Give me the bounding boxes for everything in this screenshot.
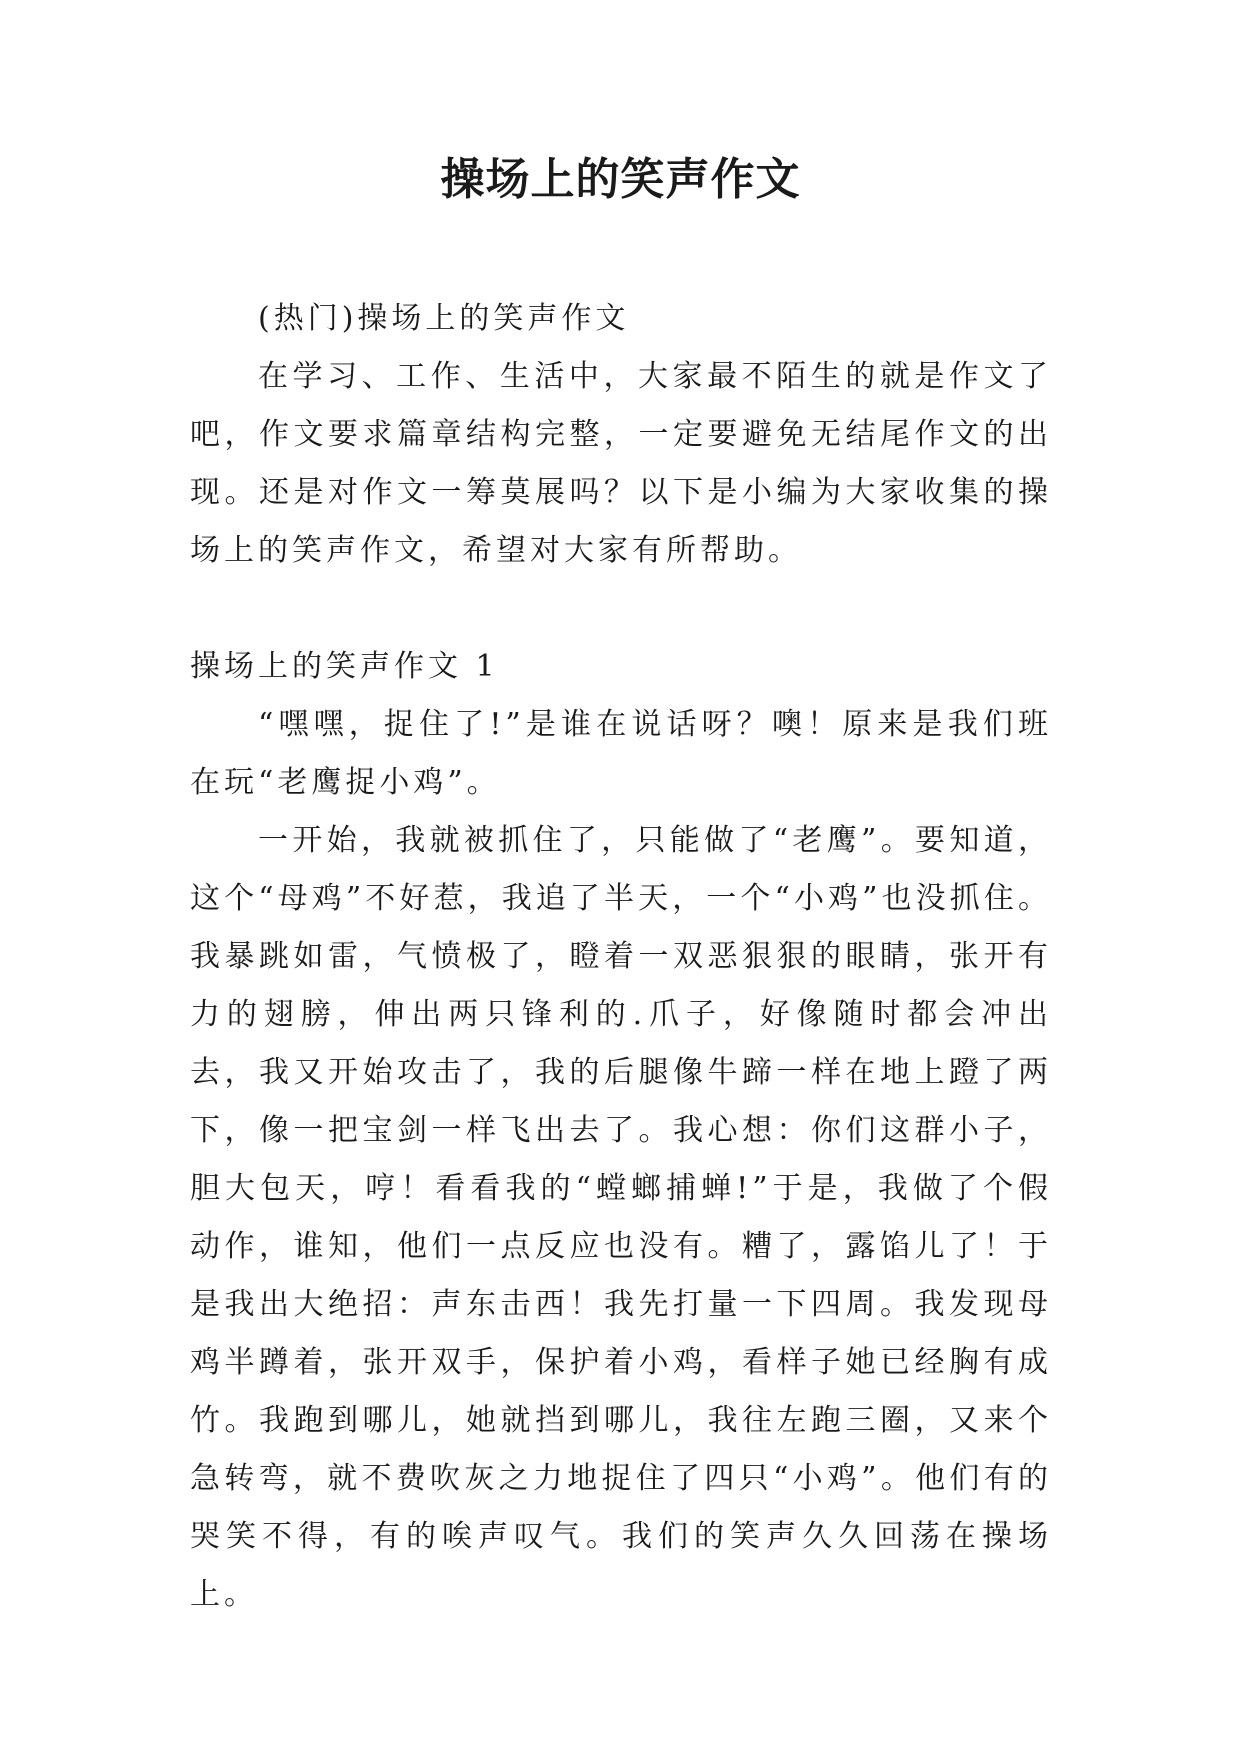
section-heading: 操场上的笑声作文 1 bbox=[190, 649, 499, 684]
section-gap bbox=[190, 580, 1052, 638]
body-paragraph: “嘿嘿，捉住了!”是谁在说话呀？噢！原来是我们班在玩“老鹰捉小鸡”。 bbox=[190, 707, 1052, 800]
intro-paragraph: 在学习、工作、生活中，大家最不陌生的就是作文了吧，作文要求篇章结构完整，一定要避免无结尾作文的出现。还是对作文一筹莫展吗？以下是小编为大家收集的操场上的笑声作文，希望对大家有所帮助。 bbox=[190, 359, 1052, 568]
document-body bbox=[190, 290, 1052, 1624]
body-paragraph: 一开始，我就被抓住了，只能做了“老鹰”。要知道，这个“母鸡”不好惹，我追了半天，一个“小鸡”也没抓住。我暴跳如雷，气愤极了，瞪着一双恶狠狠的眼睛，张开有力的翅膀，伸出两只锋利的.爪子，好像随时都会冲出去，我又开始攻击了，我的后腿像牛蹄一样在地上蹬了两下，像一把宝剑一样飞出去了。我心想：你们这群小子，胆大包天，哼！看看我的“螳螂捕蝉!”于是，我做了个假动作，谁知，他们一点反应也没有。糟了，露馅儿了！于是我出大绝招：声东击西！我先打量一下四周。我发现母鸡半蹲着，张开双手，保护着小鸡，看样子她已经胸有成竹。我跑到哪儿，她就挡到哪儿，我往左跑三圈，又来个急转弯，就不费吹灰之力地捉住了四只“小鸡”。他们有的哭笑不得，有的唉声叹气。我们的笑声久久回荡在操场上。 bbox=[190, 823, 1052, 1612]
document-title: 操场上的笑声作文 bbox=[440, 154, 801, 205]
lead-line: (热门)操场上的笑声作文 bbox=[258, 301, 630, 336]
